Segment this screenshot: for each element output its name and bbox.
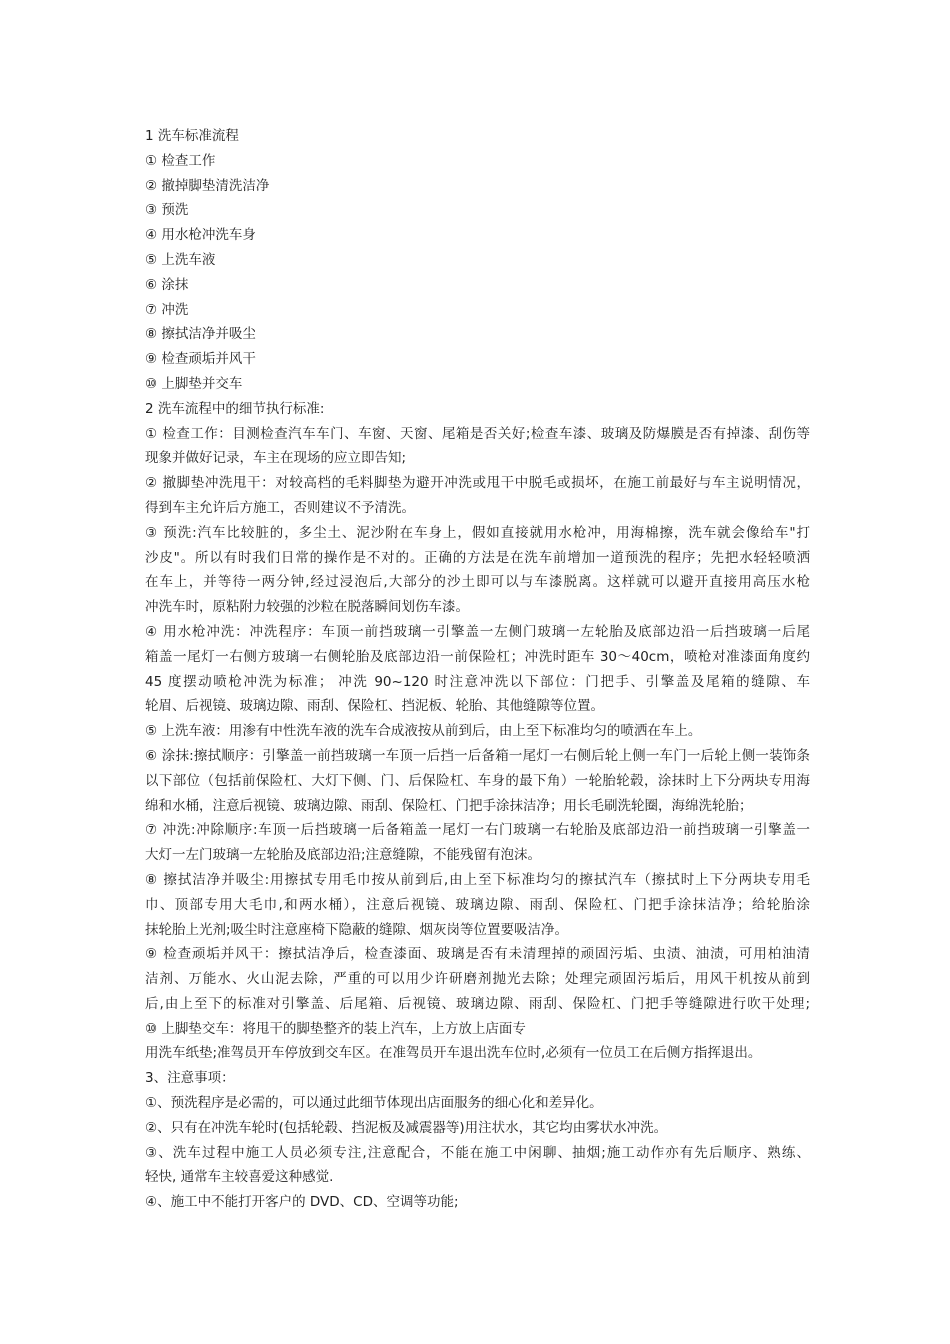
paragraph-line: 后,由上至下的标准对引擎盖、后尾箱、后视镜、玻璃边隙、雨刮、保险杠、门把手等缝隙进行吹干处理; [145,995,810,1012]
list-item: ⑦ 冲洗 [145,301,189,318]
paragraph-line: 绵和水桶，注意后视镜、玻璃边隙、雨刮、保险杠、门把手涂抹洁净；用长毛刷洗轮圈，海绵洗轮胎； [145,797,753,814]
paragraph-line: ④ 用水枪冲洗：冲洗程序：车顶一前挡玻璃一引擎盖一左侧门玻璃一左轮胎及底部边沿一后挡玻璃一后尾 [145,623,810,640]
paragraph-line: 用洗车纸垫;准驾员开车停放到交车区。在准驾员开车退出洗车位时,必须有一位员工在后侧方指挥退出。 [145,1045,762,1062]
paragraph-line: 得到车主允许后方施工，否则建议不予清洗。 [145,499,415,516]
list-item: ①、预洗程序是必需的，可以通过此细节体现出店面服务的细心化和差异化。 [145,1095,603,1112]
paragraph-line: ⑥ 涂抹:擦拭顺序：引擎盖一前挡玻璃一车顶一后挡一后备箱一尾灯一右侧后轮上侧一车门一后轮上侧一装饰条 [145,747,810,764]
paragraph-line: ⑦ 冲洗:冲除顺序:车顶一后挡玻璃一后备箱盖一尾灯一右门玻璃一右轮胎及底部边沿一前挡玻璃一引擎盖一 [145,822,810,839]
list-item: ⑤ 上洗车液 [145,251,216,268]
list-item: ④、施工中不能打开客户的 DVD、CD、空调等功能; [145,1194,459,1211]
paragraph-line: 以下部位（包括前保险杠、大灯下侧、门、后保险杠、车身的最下角）一轮胎轮毂，涂抹时上下分两块专用海 [145,772,810,789]
paragraph-line: 冲洗车时，原粘附力较强的沙粒在脱落瞬间划伤车漆。 [145,599,469,616]
paragraph-line: 抹轮胎上光剂;吸尘时注意座椅下隐蔽的缝隙、烟灰岗等位置要吸洁净。 [145,921,569,938]
paragraph-line: 现象并做好记录，车主在现场的应立即告知; [145,450,407,467]
paragraph-line: 45 度摆动喷枪冲洗为标准； 冲洗 90~120 时注意冲洗以下部位：门把手、引擎盖及尾箱的缝隙、车 [145,673,810,690]
list-item: ② 撤掉脚垫清洗洁净 [145,177,270,194]
paragraph-line: 轮眉、后视镜、玻璃边隙、雨刮、保险杠、挡泥板、轮胎、其他缝隙等位置。 [145,698,604,715]
section-heading: 2 洗车流程中的细节执行标准: [145,400,325,417]
paragraph-line: 在车上，并等待一两分钟,经过浸泡后,大部分的沙土即可以与车漆脱离。这样就可以避开直接用高压水枪 [145,574,810,591]
list-item: ⑨ 检查顽垢并风干 [145,351,256,368]
list-item: ⑧ 擦拭洁净并吸尘 [145,326,256,343]
list-item: 轻快, 通常车主较喜爱这种感觉. [145,1169,334,1186]
paragraph-line: 沙皮"。所以有时我们日常的操作是不对的。正确的方法是在洗车前增加一道预洗的程序；先把水轻轻喷洒 [145,549,810,566]
paragraph-line: 洁剂、万能水、火山泥去除，严重的可以用少许研磨剂抛光去除；处理完顽固污垢后，用风干机按从前到 [145,971,810,988]
list-item: ④ 用水枪冲洗车身 [145,227,256,244]
paragraph-line: 巾、顶部专用大毛巾,和两水桶），注意后视镜、玻璃边隙、雨刮、保险杠、门把手涂抹洁净；给轮胎涂 [145,896,810,913]
paragraph-line: ① 检查工作：目测检查汽车车门、车窗、天窗、尾箱是否关好;检查车漆、玻璃及防爆膜是否有掉漆、刮伤等 [145,425,810,442]
paragraph-line: 箱盖一尾灯一右侧方玻璃一右侧轮胎及底部边沿一前保险杠；冲洗时距车 30～40cm，喷枪对准漆面角度约 [145,648,810,665]
list-item: ① 检查工作 [145,152,216,169]
paragraph-line: ② 撤脚垫冲洗甩干：对较高档的毛料脚垫为避开冲洗或甩干中脱毛或损坏，在施工前最好与车主说明情况， [145,475,810,492]
section-heading: 3、注意事项： [145,1070,235,1087]
list-item: ③、洗车过程中施工人员必须专注,注意配合，不能在施工中闲聊、抽烟;施工动作亦有先后顺序、熟练、 [145,1144,810,1161]
paragraph-line: ⑨ 检查顽垢并风干：擦拭洁净后，检查漆面、玻璃是否有未清理掉的顽固污垢、虫渍、油渍，可用柏油清 [145,946,810,963]
paragraph-line: ⑤ 上洗车液：用渗有中性洗车液的洗车合成液按从前到后，由上至下标准均匀的喷洒在车上。 [145,723,702,740]
paragraph-line: ⑧ 擦拭洁净并吸尘:用擦拭专用毛巾按从前到后,由上至下标准均匀的擦拭汽车（擦拭时上下分两块专用毛 [145,871,810,888]
list-item: ②、只有在冲洗车轮时(包括轮毂、挡泥板及减震器等)用注状水，其它均由雾状水冲洗。 [145,1119,668,1136]
paragraph-line: ⑩ 上脚垫交车：将甩干的脚垫整齐的装上汽车，上方放上店面专 [145,1020,526,1037]
list-item: ⑥ 涂抹 [145,276,189,293]
section-heading: 1 洗车标准流程 [145,128,239,144]
paragraph-line: ③ 预洗:汽车比较脏的，多尘土、泥沙附在车身上，假如直接就用水枪冲，用海棉擦，洗车就会像给车"打 [145,524,810,541]
list-item: ③ 预洗 [145,202,189,219]
list-item: ⑩ 上脚垫并交车 [145,375,243,392]
paragraph-line: 大灯一左门玻璃一左轮胎及底部边沿;注意缝隙，不能残留有泡沫。 [145,847,542,864]
document-body [145,124,810,1215]
